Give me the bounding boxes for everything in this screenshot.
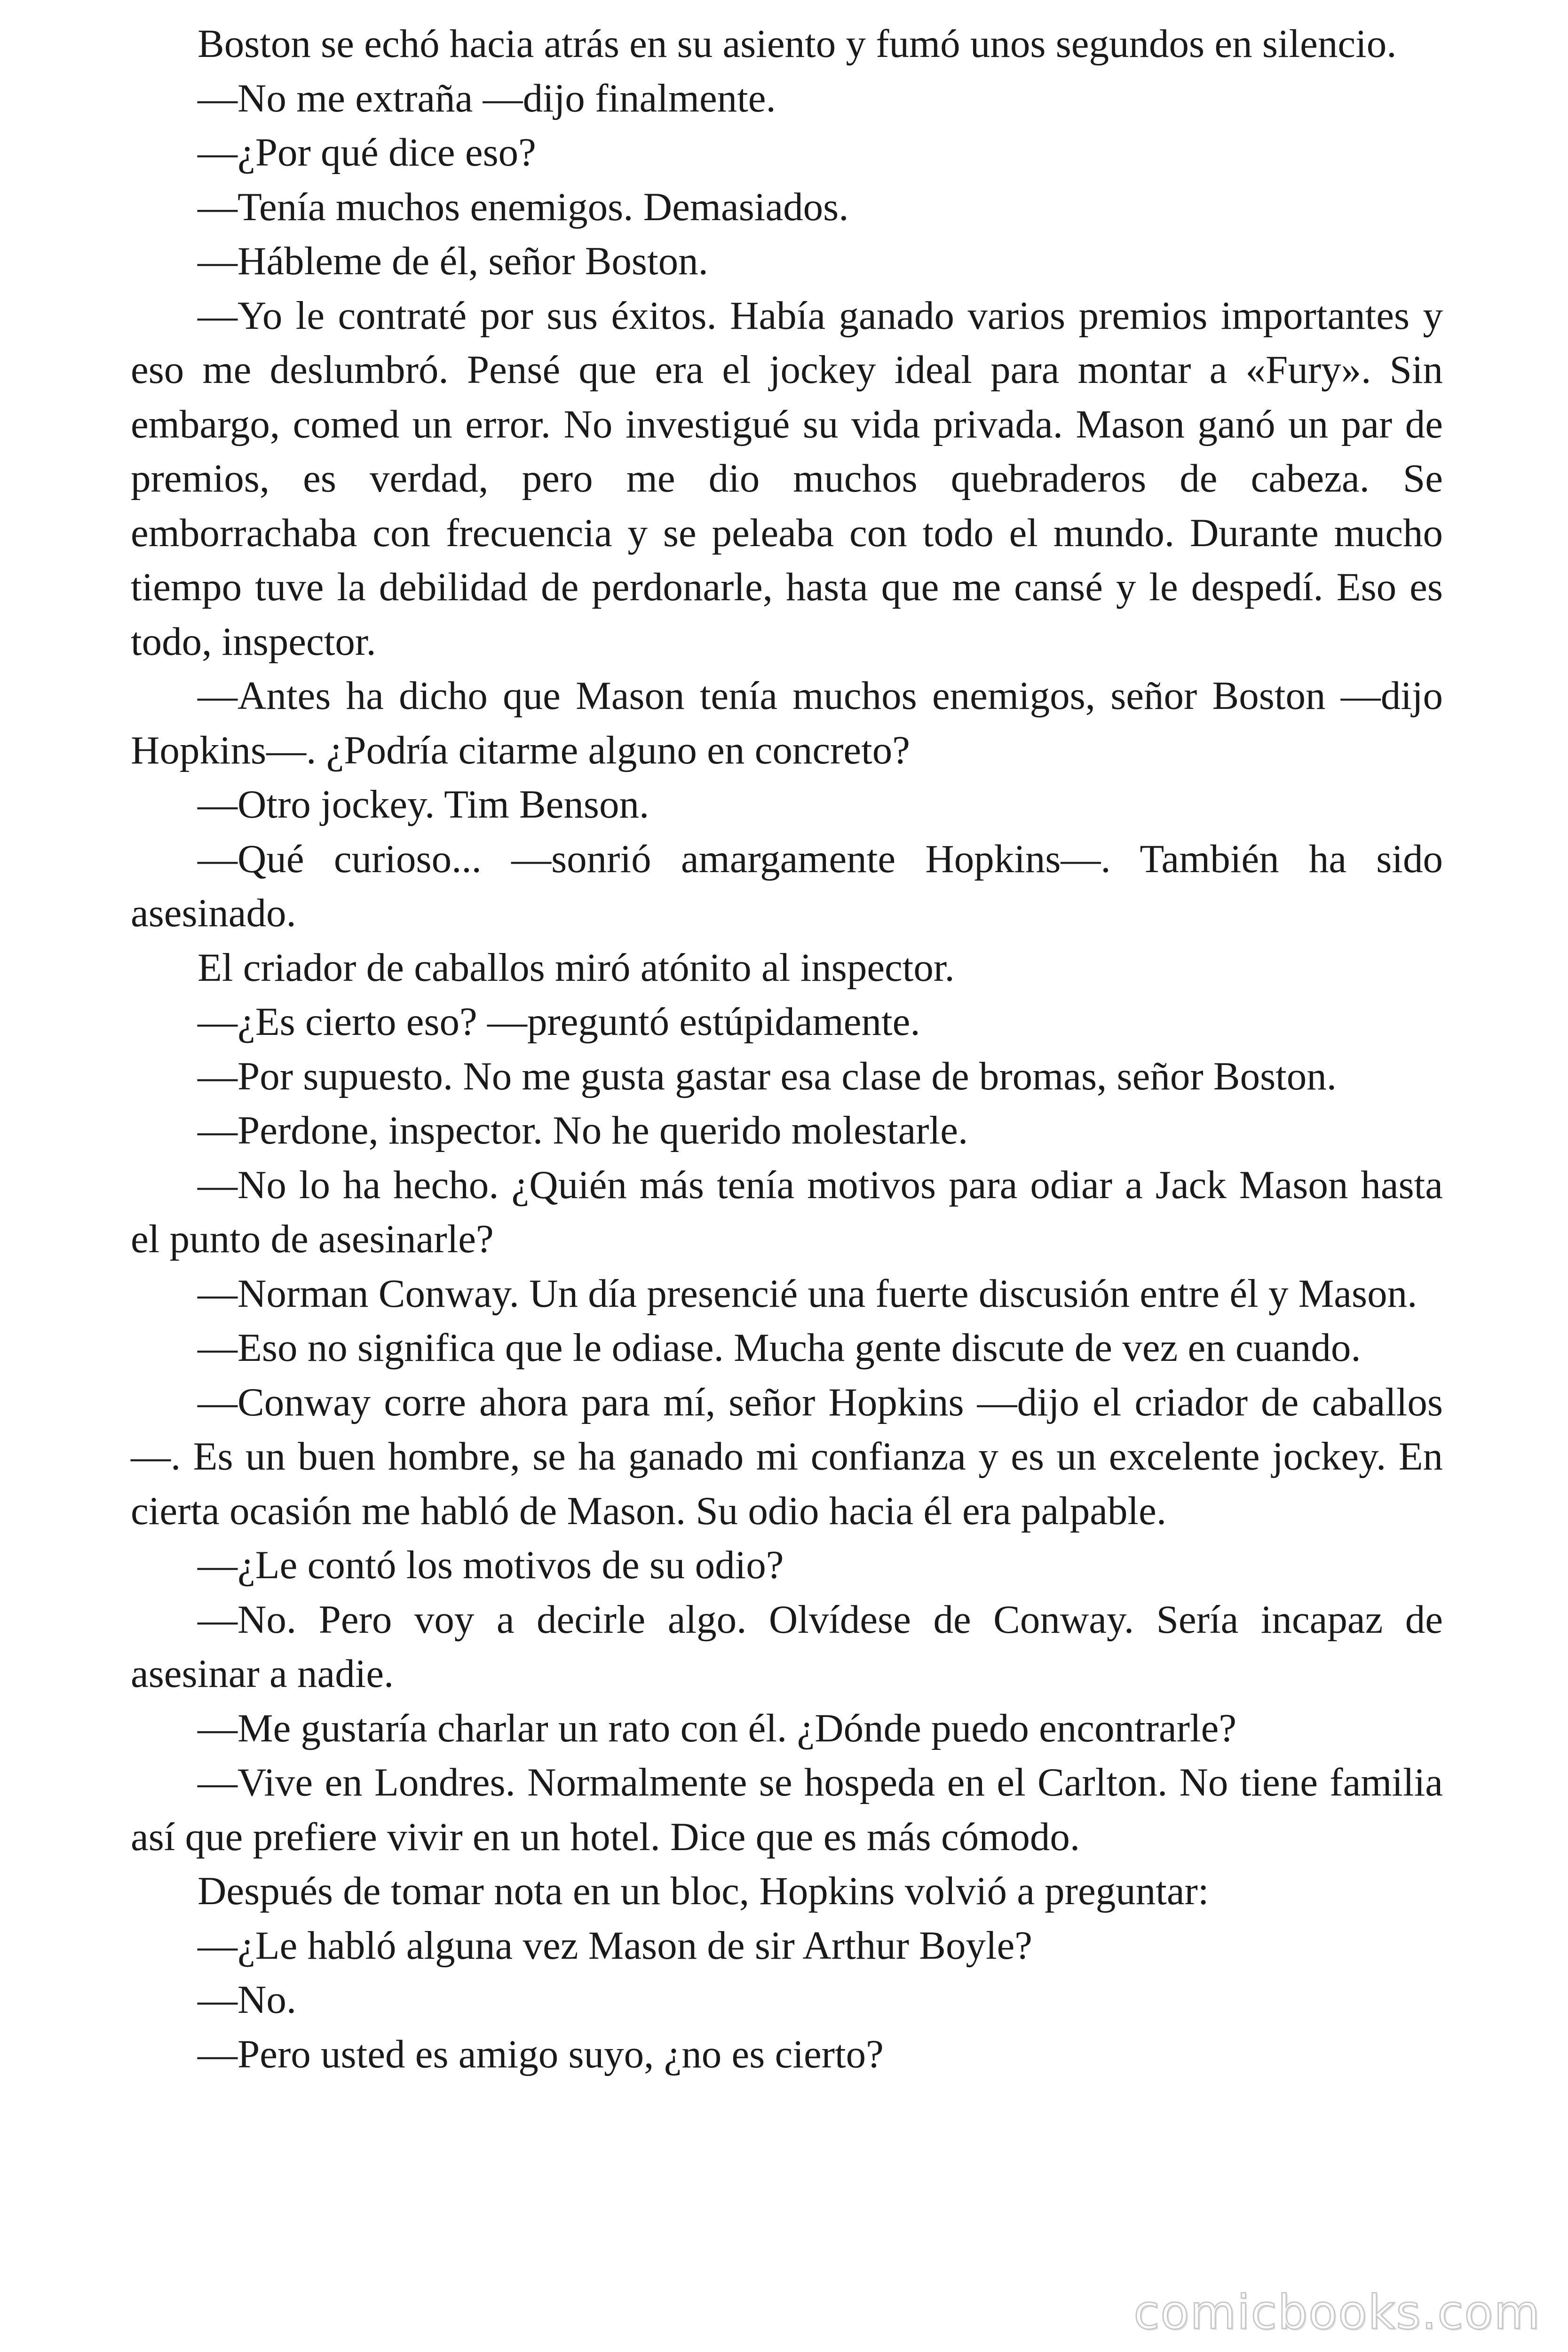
paragraph: —Qué curioso... —sonrió amargamente Hopkins—. También ha sido asesinado. — [131, 836, 1443, 935]
paragraph: —Conway corre ahora para mí, señor Hopkins —dijo el criador de caballos—. Es un buen hombre, se ha ganado mi confianza y es un excelente jockey. En cierta ocasión me habló de Mason. Su odio hacia él era palpable. — [131, 1380, 1443, 1533]
paragraph: —No me extraña —dijo finalmente. — [198, 76, 776, 120]
paragraph: —Otro jockey. Tim Benson. — [198, 782, 649, 826]
paragraph: —Norman Conway. Un día presencié una fuerte discusión entre él y Mason. — [198, 1271, 1418, 1316]
paragraph: —¿Por qué dice eso? — [198, 130, 536, 175]
paragraph: Después de tomar nota en un bloc, Hopkins volvió a preguntar: — [198, 1869, 1209, 1913]
paragraph: —¿Le contó los motivos de su odio? — [198, 1543, 784, 1587]
paragraph: —Eso no significa que le odiase. Mucha gente discute de vez en cuando. — [198, 1326, 1361, 1370]
page-body — [131, 17, 1443, 2082]
paragraph: —Me gustaría charlar un rato con él. ¿Dónde puedo encontrarle? — [198, 1706, 1237, 1750]
paragraph: —Antes ha dicho que Mason tenía muchos enemigos, señor Boston —dijo Hopkins—. ¿Podría citarme alguno en concreto? — [131, 674, 1443, 772]
paragraph: —Por supuesto. No me gusta gastar esa clase de bromas, señor Boston. — [198, 1054, 1337, 1098]
paragraph: El criador de caballos miró atónito al inspector. — [198, 945, 955, 990]
paragraph: —Hábleme de él, señor Boston. — [198, 239, 708, 283]
watermark: comicbooks.com — [1133, 2285, 1541, 2340]
paragraph: —No. — [198, 1978, 297, 2022]
paragraph: —Perdone, inspector. No he querido molestarle. — [198, 1108, 968, 1152]
paragraph: Boston se echó hacia atrás en su asiento y fumó unos segundos en silencio. — [198, 22, 1397, 66]
paragraph: —No lo ha hecho. ¿Quién más tenía motivos para odiar a Jack Mason hasta el punto de asesinarle? — [131, 1162, 1443, 1261]
paragraph: —Vive en Londres. Normalmente se hospeda en el Carlton. No tiene familia así que prefiere vivir en un hotel. Dice que es más cómodo. — [131, 1760, 1443, 1859]
paragraph: —¿Le habló alguna vez Mason de sir Arthur Boyle? — [198, 1923, 1033, 1968]
paragraph: —No. Pero voy a decirle algo. Olvídese de Conway. Sería incapaz de asesinar a nadie. — [131, 1597, 1443, 1696]
paragraph: —¿Es cierto eso? —preguntó estúpidamente. — [198, 1000, 920, 1044]
paragraph: —Tenía muchos enemigos. Demasiados. — [198, 184, 849, 229]
paragraph: —Pero usted es amigo suyo, ¿no es cierto? — [198, 2032, 884, 2076]
paragraph: —Yo le contraté por sus éxitos. Había ganado varios premios importantes y eso me deslumbró. Pensé que era el jockey ideal para montar a «Fury». Sin embargo, comed un error. No investigué su vida privada. Mason ganó un par de premios, es verdad, pero me dio muchos quebraderos de cabeza. Se emborrachaba con frecuencia y se peleaba con todo el mundo. Durante mucho tiempo tuve la debilidad de perdonarle, hasta que me cansé y le despedí. Eso es todo, inspector. — [131, 293, 1443, 664]
